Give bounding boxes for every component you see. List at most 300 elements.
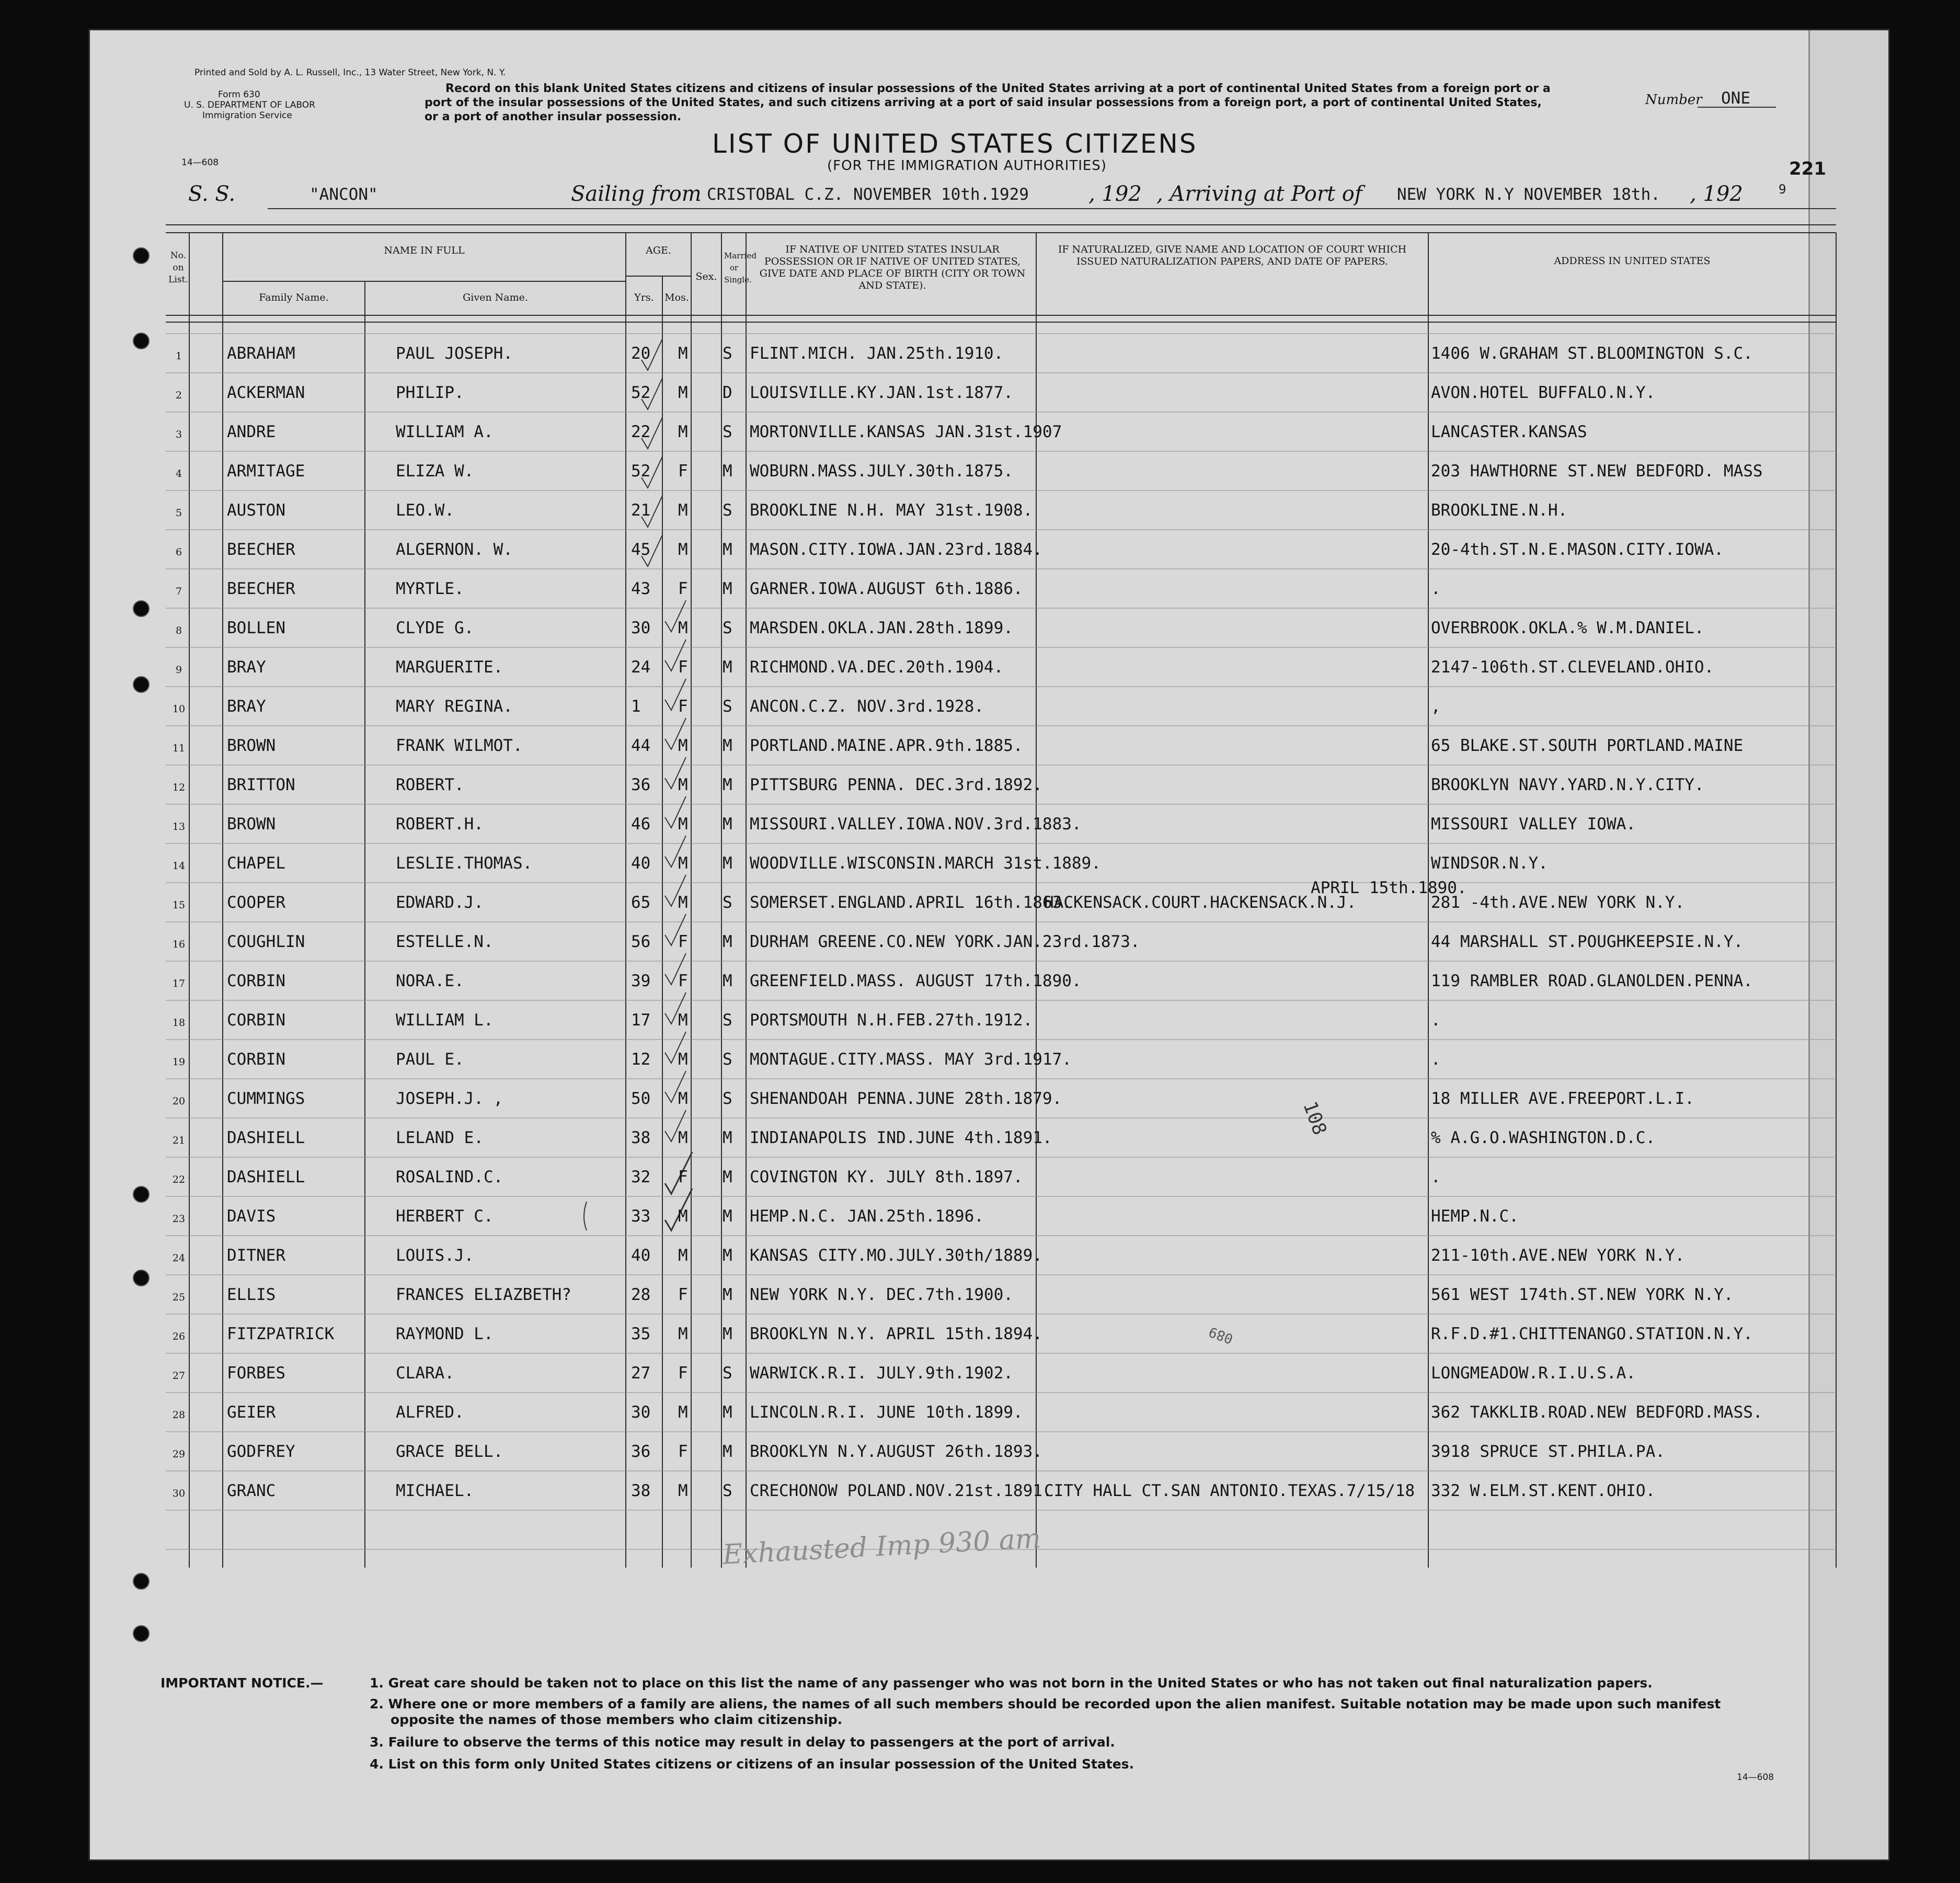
marital-status: M: [723, 1246, 732, 1265]
age-years: 56: [631, 932, 651, 951]
address: BROOKLINE.N.H.: [1431, 501, 1568, 520]
age-years: 22: [631, 423, 651, 441]
row-number: 14: [172, 860, 186, 872]
family-name: AUSTON: [227, 501, 285, 520]
header-no: No. on List.: [168, 250, 188, 285]
binder-hole: [133, 247, 150, 264]
manifest-page: [90, 30, 1888, 1859]
marital-status: S: [723, 501, 732, 520]
marital-status: S: [723, 619, 732, 637]
marital-status: M: [723, 815, 732, 834]
pencil-note: Exhausted Imp 930 am: [721, 1523, 1042, 1571]
marital-status: S: [723, 1050, 732, 1069]
birth-place-date: COVINGTON KY. JULY 8th.1897.: [750, 1168, 1023, 1186]
birth-place-date: MONTAGUE.CITY.MASS. MAY 3rd.1917.: [750, 1050, 1072, 1069]
given-name: PAUL JOSEPH.: [396, 344, 513, 363]
birth-place-date: BROOKLYN N.Y.AUGUST 26th.1893.: [750, 1442, 1042, 1461]
printer-line: Printed and Sold by A. L. Russell, Inc., 13 Water Street, New York, N. Y.: [194, 67, 506, 78]
age-years: 21: [631, 501, 651, 520]
given-name: MARGUERITE.: [396, 658, 503, 677]
address: .: [1431, 579, 1441, 598]
sex: F: [678, 1285, 688, 1304]
birth-place-date: BROOKLYN N.Y. APRIL 15th.1894.: [750, 1325, 1042, 1343]
address: 332 W.ELM.ST.KENT.OHIO.: [1431, 1481, 1656, 1500]
form-service: Immigration Service: [202, 110, 292, 121]
birth-place-date: PORTSMOUTH N.H.FEB.27th.1912.: [750, 1011, 1033, 1030]
sailing-label: Sailing from: [571, 182, 702, 206]
family-name: DITNER: [227, 1246, 285, 1265]
marital-status: M: [723, 775, 732, 794]
sex: M: [678, 423, 688, 441]
age-years: 46: [631, 815, 651, 834]
family-name: CORBIN: [227, 1011, 285, 1030]
family-name: ACKERMAN: [227, 383, 305, 402]
row-number: 11: [172, 743, 186, 754]
marital-status: M: [723, 658, 732, 677]
table-row: [90, 804, 1799, 843]
given-name: MYRTLE.: [396, 579, 464, 598]
birth-place-date: WARWICK.R.I. JULY.9th.1902.: [750, 1364, 1013, 1383]
age-years: 30: [631, 619, 651, 637]
birth-place-date: WOBURN.MASS.JULY.30th.1875.: [750, 462, 1013, 481]
marital-status: M: [723, 1442, 732, 1461]
table-row: [90, 647, 1799, 687]
intro-line-1: Record on this blank United States citizens and citizens of insular possessions of the United States arriving at a port of continental United States from a foreign port or a: [445, 82, 1551, 95]
table-row: [90, 1000, 1799, 1040]
sex: M: [678, 893, 688, 912]
marital-status: D: [723, 383, 732, 402]
sex: F: [678, 972, 688, 990]
age-years: 30: [631, 1403, 651, 1422]
sex: M: [678, 775, 688, 794]
sex: F: [678, 658, 688, 677]
given-name: RAYMOND L.: [396, 1325, 494, 1343]
family-name: BOLLEN: [227, 619, 285, 637]
notice-2: 2. Where one or more members of a family are aliens, the names of all such members should be recorded upon the alien manifest. Suitable notation may be made upon such manifest: [370, 1696, 1721, 1711]
birth-place-date: MISSOURI.VALLEY.IOWA.NOV.3rd.1883.: [750, 815, 1082, 834]
family-name: ARMITAGE: [227, 462, 305, 481]
sex: M: [678, 540, 688, 559]
number-value: ONE: [1721, 89, 1750, 108]
row-number: 20: [172, 1095, 186, 1107]
age-years: 28: [631, 1285, 651, 1304]
address: 561 WEST 174th.ST.NEW YORK N.Y.: [1431, 1285, 1734, 1304]
header-address: ADDRESS IN UNITED STATES: [1554, 255, 1711, 267]
birth-place-date: DURHAM GREENE.CO.NEW YORK.JAN.23rd.1873.: [750, 932, 1140, 951]
header-age: AGE.: [646, 245, 671, 256]
table-row: [90, 1157, 1799, 1196]
binder-hole: [133, 600, 150, 617]
row-number: 13: [172, 821, 186, 832]
marital-status: S: [723, 1481, 732, 1500]
address: 18 MILLER AVE.FREEPORT.L.I.: [1431, 1089, 1694, 1108]
address: .: [1431, 1168, 1441, 1186]
header-given: Given Name.: [463, 292, 528, 303]
footer-code: 14—608: [1737, 1772, 1774, 1783]
address: 211-10th.AVE.NEW YORK N.Y.: [1431, 1246, 1685, 1265]
family-name: BRAY: [227, 658, 266, 677]
birth-place-date: LINCOLN.R.I. JUNE 10th.1899.: [750, 1403, 1023, 1422]
row-number: 17: [172, 978, 186, 989]
birth-place-date: PITTSBURG PENNA. DEC.3rd.1892.: [750, 775, 1042, 794]
sex: M: [678, 1403, 688, 1422]
sex: F: [678, 932, 688, 951]
given-name: LESLIE.THOMAS.: [396, 854, 533, 873]
table-row: [90, 687, 1799, 726]
header-yrs: Yrs.: [634, 292, 654, 303]
table-row: [90, 1353, 1799, 1393]
address: 3918 SPRUCE ST.PHILA.PA.: [1431, 1442, 1665, 1461]
sex: M: [678, 736, 688, 755]
notice-1: 1. Great care should be taken not to place on this list the name of any passenger who was not born in the United States or who has not taken out final naturalization papers.: [370, 1675, 1653, 1691]
sex: M: [678, 344, 688, 363]
family-name: ABRAHAM: [227, 344, 295, 363]
given-name: PAUL E.: [396, 1050, 464, 1069]
age-years: 20: [631, 344, 651, 363]
arriving-port: NEW YORK N.Y NOVEMBER 18th.: [1397, 185, 1660, 204]
address: 119 RAMBLER ROAD.GLANOLDEN.PENNA.: [1431, 972, 1753, 990]
sailing-from: CRISTOBAL C.Z. NOVEMBER 10th.1929: [707, 185, 1029, 204]
given-name: ELIZA W.: [396, 462, 474, 481]
age-years: 39: [631, 972, 651, 990]
page-subtitle: (FOR THE IMMIGRATION AUTHORITIES): [827, 158, 1107, 174]
row-number: 25: [172, 1292, 186, 1303]
family-name: BRITTON: [227, 775, 295, 794]
age-years: 27: [631, 1364, 651, 1383]
address: .: [1431, 1050, 1441, 1069]
sex: F: [678, 462, 688, 481]
table-row: [90, 1432, 1799, 1471]
age-years: 52: [631, 462, 651, 481]
birth-place-date: MARSDEN.OKLA.JAN.28th.1899.: [750, 619, 1013, 637]
given-name: ALFRED.: [396, 1403, 464, 1422]
header-family: Family Name.: [259, 292, 329, 303]
given-name: LEO.W.: [396, 501, 454, 520]
given-name: MARY REGINA.: [396, 697, 513, 716]
family-name: ANDRE: [227, 423, 276, 441]
intro-line-2: port of the insular possessions of the United States, and such citizens arriving at a port of said insular possessions from a foreign port, a port of continental United States,: [425, 96, 1542, 109]
sex: M: [678, 1246, 688, 1265]
binder-hole: [133, 1625, 150, 1642]
sex: M: [678, 501, 688, 520]
birth-place-date: LOUISVILLE.KY.JAN.1st.1877.: [750, 383, 1013, 402]
address: LANCASTER.KANSAS: [1431, 423, 1587, 441]
given-name: MICHAEL.: [396, 1481, 474, 1500]
address: 362 TAKKLIB.ROAD.NEW BEDFORD.MASS.: [1431, 1403, 1763, 1422]
sex: M: [678, 815, 688, 834]
marital-status: M: [723, 1403, 732, 1422]
age-years: 45: [631, 540, 651, 559]
birth-place-date: GREENFIELD.MASS. AUGUST 17th.1890.: [750, 972, 1082, 990]
row-number: 19: [172, 1056, 186, 1068]
marital-status: M: [723, 854, 732, 873]
address: HEMP.N.C.: [1431, 1207, 1519, 1226]
marital-status: M: [723, 932, 732, 951]
given-name: CLARA.: [396, 1364, 454, 1383]
form-dept: U. S. DEPARTMENT OF LABOR: [184, 100, 315, 110]
age-years: 50: [631, 1089, 651, 1108]
table-row: [90, 569, 1799, 608]
header-sex: Sex.: [695, 271, 717, 282]
given-name: JOSEPH.J. ,: [396, 1089, 503, 1108]
table-row: [90, 1471, 1799, 1510]
given-name: FRANCES ELIAZBETH?: [396, 1285, 571, 1304]
birth-place-date: RICHMOND.VA.DEC.20th.1904.: [750, 658, 1004, 677]
family-name: CHAPEL: [227, 854, 285, 873]
row-number: 24: [172, 1252, 186, 1264]
sex: F: [678, 579, 688, 598]
address: 1406 W.GRAHAM ST.BLOOMINGTON S.C.: [1431, 344, 1753, 363]
marital-status: M: [723, 1325, 732, 1343]
given-name: ROBERT.: [396, 775, 464, 794]
address: .: [1431, 1011, 1441, 1030]
binder-hole: [133, 333, 150, 349]
age-years: 43: [631, 579, 651, 598]
given-name: WILLIAM L.: [396, 1011, 494, 1030]
sex: M: [678, 1089, 688, 1108]
sex: M: [678, 1050, 688, 1069]
address: ,: [1431, 697, 1441, 716]
table-row: [90, 1393, 1799, 1432]
marital-status: S: [723, 344, 732, 363]
row-number: 22: [172, 1174, 186, 1185]
marital-status: S: [723, 697, 732, 716]
ss-label: S. S.: [188, 182, 236, 206]
table-row: [90, 843, 1799, 883]
sex: F: [678, 1364, 688, 1383]
page-number: 221: [1789, 158, 1826, 179]
row-number: 6: [175, 546, 182, 558]
sex: F: [678, 1168, 688, 1186]
birth-place-date: BROOKLINE N.H. MAY 31st.1908.: [750, 501, 1033, 520]
given-name: ROBERT.H.: [396, 815, 484, 834]
row-number: 15: [172, 899, 186, 911]
birth-place-date: PORTLAND.MAINE.APR.9th.1885.: [750, 736, 1023, 755]
table-row: [90, 1236, 1799, 1275]
notice-2-cont: opposite the names of those members who claim citizenship.: [391, 1712, 843, 1727]
table-row: [90, 608, 1799, 647]
family-name: DAVIS: [227, 1207, 276, 1226]
given-name: LOUIS.J.: [396, 1246, 474, 1265]
sex: M: [678, 854, 688, 873]
row-number: 7: [175, 586, 182, 597]
age-years: 40: [631, 854, 651, 873]
marital-status: S: [723, 1089, 732, 1108]
table-row: [90, 961, 1799, 1000]
marital-status: M: [723, 1207, 732, 1226]
family-name: BRAY: [227, 697, 266, 716]
age-years: 40: [631, 1246, 651, 1265]
row-number: 9: [175, 664, 182, 676]
sex: M: [678, 1207, 688, 1226]
birth-place-date: KANSAS CITY.MO.JULY.30th/1889.: [750, 1246, 1042, 1265]
row-number: 26: [172, 1331, 186, 1342]
table-row: [90, 726, 1799, 765]
age-years: 33: [631, 1207, 651, 1226]
given-name: PHILIP.: [396, 383, 464, 402]
birth-place-date: SHENANDOAH PENNA.JUNE 28th.1879.: [750, 1089, 1062, 1108]
table-row: [90, 1079, 1799, 1118]
table-row: [90, 1314, 1799, 1353]
marital-status: S: [723, 423, 732, 441]
table-row: [90, 373, 1799, 412]
naturalization-date: APRIL 15th.1890.: [1311, 878, 1467, 897]
header-mos: Mos.: [664, 292, 689, 303]
family-name: BEECHER: [227, 540, 295, 559]
table-row: [90, 412, 1799, 451]
birth-place-date: ANCON.C.Z. NOV.3rd.1928.: [750, 697, 984, 716]
sex: M: [678, 1011, 688, 1030]
sex: M: [678, 1325, 688, 1343]
row-number: 16: [172, 939, 186, 950]
row-number: 5: [175, 507, 182, 519]
family-name: CORBIN: [227, 972, 285, 990]
naturalization-court: HACKENSACK.COURT.HACKENSACK.N.J.: [1044, 893, 1357, 912]
family-name: GODFREY: [227, 1442, 295, 1461]
header-name: NAME IN FULL: [384, 245, 465, 256]
row-number: 27: [172, 1370, 186, 1382]
address: BROOKLYN NAVY.YARD.N.Y.CITY.: [1431, 775, 1704, 794]
family-name: DASHIELL: [227, 1168, 305, 1186]
notice-4: 4. List on this form only United States citizens or citizens of an insular possession of the United States.: [370, 1756, 1134, 1772]
birth-place-date: MORTONVILLE.KANSAS JAN.31st.1907: [750, 423, 1062, 441]
row-number: 4: [175, 468, 182, 480]
binder-hole: [133, 676, 150, 693]
row-number: 12: [172, 782, 186, 793]
row-number: 2: [175, 390, 182, 401]
header-birth: IF NATIVE OF UNITED STATES INSULAR POSSESSION OR IF NATIVE OF UNITED STATES, GIVE DATE AND PLACE OF BIRTH (CITY OR TOWN AND STATE).: [759, 244, 1026, 291]
family-name: FITZPATRICK: [227, 1325, 335, 1343]
birth-place-date: NEW YORK N.Y. DEC.7th.1900.: [750, 1285, 1013, 1304]
birth-place-date: SOMERSET.ENGLAND.APRIL 16th.1863.: [750, 893, 1072, 912]
family-name: BROWN: [227, 815, 276, 834]
family-name: GEIER: [227, 1403, 276, 1422]
age-years: 36: [631, 1442, 651, 1461]
age-years: 12: [631, 1050, 651, 1069]
age-years: 1: [631, 697, 641, 716]
year-label-1: , 192: [1088, 182, 1142, 206]
sex: M: [678, 383, 688, 402]
address: LONGMEADOW.R.I.U.S.A.: [1431, 1364, 1636, 1383]
naturalization-court: CITY HALL CT.SAN ANTONIO.TEXAS.7/15/18: [1044, 1481, 1415, 1500]
given-name: WILLIAM A.: [396, 423, 494, 441]
marital-status: M: [723, 462, 732, 481]
family-name: BROWN: [227, 736, 276, 755]
sex: M: [678, 619, 688, 637]
age-years: 44: [631, 736, 651, 755]
address: OVERBROOK.OKLA.% W.M.DANIEL.: [1431, 619, 1704, 637]
address: 281 -4th.AVE.NEW YORK N.Y.: [1431, 893, 1685, 912]
sex: M: [678, 1481, 688, 1500]
marital-status: M: [723, 1128, 732, 1147]
birth-place-date: HEMP.N.C. JAN.25th.1896.: [750, 1207, 984, 1226]
given-name: NORA.E.: [396, 972, 464, 990]
table-row: [90, 1118, 1799, 1157]
birth-place-date: MASON.CITY.IOWA.JAN.23rd.1884.: [750, 540, 1042, 559]
address: 203 HAWTHORNE ST.NEW BEDFORD. MASS: [1431, 462, 1763, 481]
binder-hole: [133, 1573, 150, 1590]
row-number: 23: [172, 1213, 186, 1225]
marital-status: M: [723, 540, 732, 559]
marital-status: S: [723, 893, 732, 912]
table-row: [90, 878, 1799, 922]
family-name: GRANC: [227, 1481, 276, 1500]
sex: M: [678, 1128, 688, 1147]
family-name: COUGHLIN: [227, 932, 305, 951]
row-number: 28: [172, 1409, 186, 1421]
birth-place-date: INDIANAPOLIS IND.JUNE 4th.1891.: [750, 1128, 1052, 1147]
form-number: Form 630: [218, 89, 260, 100]
year-label-2: , 192: [1690, 182, 1743, 206]
row-number: 3: [175, 429, 182, 440]
row-number: 8: [175, 625, 182, 636]
address: % A.G.O.WASHINGTON.D.C.: [1431, 1128, 1656, 1147]
address: 44 MARSHALL ST.POUGHKEEPSIE.N.Y.: [1431, 932, 1744, 951]
number-label: Number: [1645, 92, 1702, 108]
given-name: GRACE BELL.: [396, 1442, 503, 1461]
given-name: EDWARD.J.: [396, 893, 484, 912]
marital-status: M: [723, 579, 732, 598]
sex: F: [678, 697, 688, 716]
marital-status: M: [723, 1168, 732, 1186]
table-row: [90, 451, 1799, 490]
given-name: ROSALIND.C.: [396, 1168, 503, 1186]
address: 65 BLAKE.ST.SOUTH PORTLAND.MAINE: [1431, 736, 1744, 755]
age-years: 38: [631, 1481, 651, 1500]
given-name: ALGERNON. W.: [396, 540, 513, 559]
row-number: 21: [172, 1135, 186, 1146]
marital-status: M: [723, 1285, 732, 1304]
age-years: 32: [631, 1168, 651, 1186]
intro-line-3: or a port of another insular possession.: [425, 110, 682, 123]
table-row: [90, 530, 1799, 569]
row-number: 18: [172, 1017, 186, 1029]
age-years: 38: [631, 1128, 651, 1147]
form-code: 14—608: [181, 157, 219, 168]
table-row: [90, 490, 1799, 530]
binder-hole: [133, 1186, 150, 1203]
family-name: ELLIS: [227, 1285, 276, 1304]
stamp-108: 108: [1299, 1098, 1331, 1138]
marital-status: M: [723, 972, 732, 990]
family-name: BEECHER: [227, 579, 295, 598]
given-name: ESTELLE.N.: [396, 932, 494, 951]
row-number: 29: [172, 1448, 186, 1460]
binder-hole: [133, 1270, 150, 1286]
family-name: CUMMINGS: [227, 1089, 305, 1108]
age-years: 24: [631, 658, 651, 677]
address: R.F.D.#1.CHITTENANGO.STATION.N.Y.: [1431, 1325, 1753, 1343]
table-row: [90, 1196, 1799, 1236]
stamp-089: 089: [1207, 1323, 1235, 1347]
given-name: HERBERT C.: [396, 1207, 494, 1226]
header-married: Married or Single.: [724, 251, 757, 284]
birth-place-date: WOODVILLE.WISCONSIN.MARCH 31st.1889.: [750, 854, 1101, 873]
given-name: CLYDE G.: [396, 619, 474, 637]
birth-place-date: GARNER.IOWA.AUGUST 6th.1886.: [750, 579, 1023, 598]
notice-label: IMPORTANT NOTICE.—: [161, 1675, 324, 1691]
age-years: 36: [631, 775, 651, 794]
family-name: FORBES: [227, 1364, 285, 1383]
given-name: FRANK WILMOT.: [396, 736, 523, 755]
marital-status: S: [723, 1011, 732, 1030]
arriving-label: , Arriving at Port of: [1156, 182, 1362, 206]
table-row: [90, 334, 1799, 373]
sex: F: [678, 1442, 688, 1461]
row-number: 30: [172, 1488, 186, 1499]
notice-3: 3. Failure to observe the terms of this notice may result in delay to passengers at the port of arrival.: [370, 1734, 1115, 1750]
page-title: LIST OF UNITED STATES CITIZENS: [712, 129, 1198, 159]
